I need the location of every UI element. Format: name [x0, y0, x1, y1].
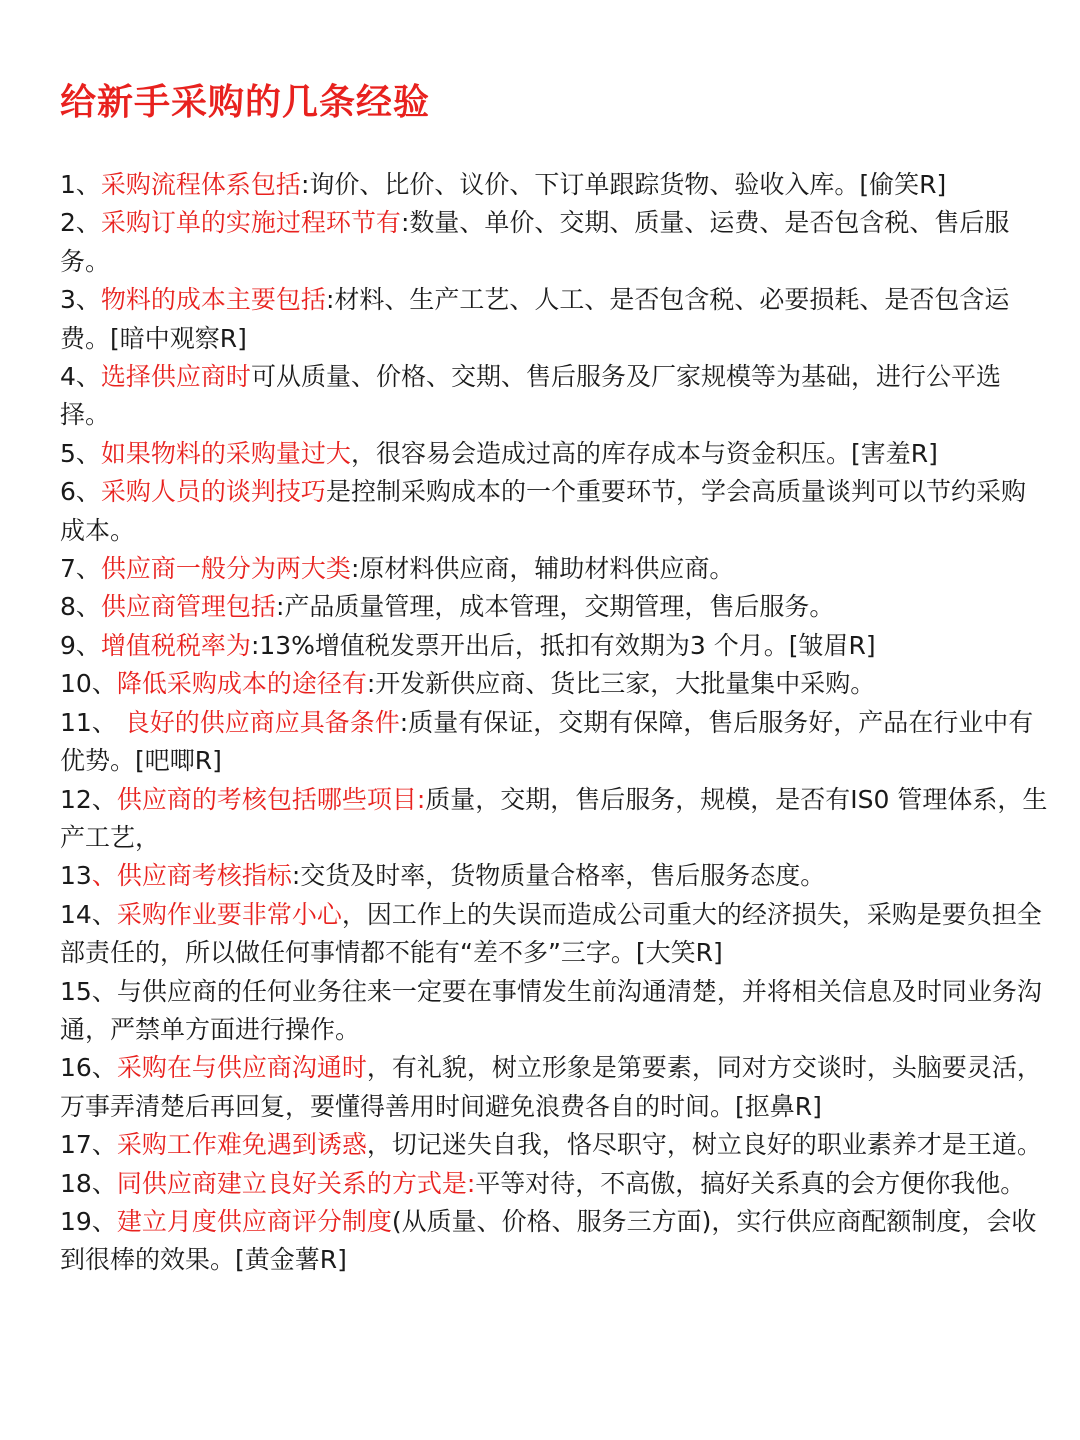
tip-item: [60, 358, 1050, 435]
tip-item: [60, 857, 1050, 895]
tip-item: [60, 166, 1050, 204]
tip-separator: 、: [91, 707, 125, 737]
emoji-tag: [皱眉R]: [788, 630, 876, 660]
tip-item: [60, 896, 1050, 973]
tip-number: 11: [60, 707, 92, 737]
tip-item: [60, 473, 1050, 550]
tip-item: [60, 665, 1050, 703]
tip-item: [60, 435, 1050, 473]
tip-highlight: 供应商的考核包括哪些项目:: [116, 784, 426, 814]
tip-highlight: 采购在与供应商沟通时: [116, 1053, 367, 1083]
tip-item: [60, 1203, 1050, 1280]
tip-number: 13: [60, 861, 92, 891]
tip-text: ，有礼貌，树立形象是第要素，同对方交谈时，头脑要灵活，万事弄清楚后再回复，要懂得善用时间避免浪费各自的时间。: [60, 1053, 1042, 1121]
tip-separator: 、: [75, 208, 101, 238]
tip-separator: 、: [91, 1168, 117, 1198]
tip-number: 3: [60, 285, 76, 315]
tip-separator: 、: [75, 362, 101, 392]
tip-text: :质量有保证，交期有保障，售后服务好，产品在行业中有优势。: [60, 707, 1034, 776]
tip-highlight: 降低采购成本的途径有: [116, 669, 367, 699]
tip-number: 15: [60, 976, 92, 1006]
tip-separator: 、: [91, 1206, 117, 1236]
tip-highlight: 良好的供应商应具备条件: [124, 707, 400, 737]
emoji-tag: [大笑R]: [635, 938, 723, 968]
emoji-tag: [偷笑R]: [859, 170, 947, 199]
tip-number: 16: [60, 1053, 92, 1083]
tip-item: [60, 1049, 1050, 1126]
tip-number: 5: [60, 438, 76, 468]
tip-number: 18: [60, 1168, 92, 1198]
tip-number: 14: [60, 899, 92, 929]
emoji-tag: [黄金薯R]: [235, 1245, 347, 1275]
tip-separator: 、: [75, 438, 101, 468]
tip-text: :数量、单价、交期、质量、运费、是否包含税、售后服务。: [60, 208, 1010, 276]
tip-text: :交货及时率，货物质量合格率，售后服务态度。: [291, 861, 826, 891]
tip-item: [60, 704, 1050, 781]
tip-highlight: 采购作业要非常小心: [116, 899, 342, 929]
tip-highlight: 采购工作难免遇到诱惑: [116, 1130, 367, 1160]
tip-item: [60, 781, 1050, 858]
emoji-tag: [抠鼻R]: [735, 1091, 822, 1121]
tip-highlight: 采购流程体系包括: [100, 170, 301, 199]
tip-text: :产品质量管理，成本管理，交期管理，售后服务。: [275, 592, 835, 622]
tip-highlight: 同供应商建立良好关系的方式是:: [116, 1168, 476, 1198]
tip-separator: 、: [75, 170, 101, 199]
tip-text: :材料、生产工艺、人工、是否包含税、必要损耗、是否包含运费。: [60, 285, 1010, 353]
tip-highlight: 供应商一般分为两大类: [100, 554, 351, 584]
tip-separator: 、: [91, 669, 117, 699]
tip-item: [60, 1165, 1050, 1203]
tip-number: 17: [60, 1130, 92, 1160]
tip-number: 9: [60, 630, 76, 660]
tip-text: ，很容易会造成过高的库存成本与资金积压。: [350, 438, 851, 468]
tip-item: [60, 1126, 1050, 1164]
tip-highlight: 物料的成本主要包括: [100, 285, 326, 315]
tip-text: ，因工作上的失误而造成公司重大的经济损失，采购是要负担全部责任的，所以做任何事情都不能有“差不多”三字。: [60, 899, 1042, 968]
tip-item: [60, 588, 1050, 626]
tip-separator: 、: [75, 630, 101, 660]
tip-text: 是控制采购成本的一个重要环节，学会高质量谈判可以节约采购成本。: [60, 477, 1026, 545]
tip-item: [60, 550, 1050, 588]
tip-text: 与供应商的任何业务往来一定要在事情发生前沟通清楚，并将相关信息及时同业务沟通，严禁单方面进行操作。: [60, 976, 1042, 1044]
tips-list: [60, 166, 1050, 1280]
tip-highlight: 选择供应商时: [100, 362, 251, 392]
tip-item: [60, 281, 1050, 358]
tip-separator: 、: [91, 861, 117, 891]
tip-number: 1: [60, 170, 76, 199]
tip-text: :原材料供应商，辅助材料供应商。: [350, 554, 735, 584]
tip-highlight: 建立月度供应商评分制度: [116, 1206, 392, 1236]
emoji-tag: [害羞R]: [850, 438, 938, 468]
tip-text: 可从质量、价格、交期、售后服务及厂家规模等为基础，进行公平选择。: [60, 362, 1001, 430]
tip-highlight: 采购人员的谈判技巧: [100, 477, 326, 507]
tip-number: 19: [60, 1206, 92, 1236]
tip-text: 平等对待，不高傲，搞好关系真的会方便你我他。: [475, 1168, 1026, 1198]
tip-separator: 、: [75, 285, 101, 315]
tip-separator: 、: [91, 1130, 117, 1160]
tip-text: (从质量、价格、服务三方面)，实行供应商配额制度，会收到很棒的效果。: [60, 1206, 1037, 1275]
tip-text: :询价、比价、议价、下订单跟踪货物、验收入库。: [300, 170, 860, 199]
tip-number: 8: [60, 592, 76, 622]
tip-item: [60, 204, 1050, 281]
emoji-tag: [暗中观察R]: [110, 323, 247, 353]
tip-highlight: 供应商管理包括: [100, 592, 276, 622]
tip-number: 6: [60, 477, 76, 507]
tip-highlight: 采购订单的实施过程环节有: [100, 208, 401, 238]
tip-number: 12: [60, 784, 92, 814]
tip-separator: 、: [75, 477, 101, 507]
tip-separator: 、: [75, 554, 101, 584]
tip-separator: 、: [75, 592, 101, 622]
tip-separator: 、: [91, 976, 117, 1006]
tip-separator: 、: [91, 899, 117, 929]
tip-text: 质量，交期，售后服务，规模，是否有IS0 管理体系，生产工艺，: [60, 784, 1048, 852]
tip-separator: 、: [91, 1053, 117, 1083]
emoji-tag: [吧唧R]: [135, 746, 222, 776]
tip-item: [60, 973, 1050, 1050]
tip-number: 7: [60, 554, 76, 584]
tip-item: [60, 627, 1050, 665]
tip-number: 10: [60, 669, 92, 699]
page-title: 给新手采购的几条经验: [60, 82, 431, 123]
tip-number: 2: [60, 208, 76, 238]
tip-highlight: 如果物料的采购量过大: [100, 438, 351, 468]
tip-text: ，切记迷失自我，恪尽职守，树立良好的职业素养才是王道。: [366, 1130, 1042, 1160]
tip-highlight: 增值税税率为: [100, 630, 251, 660]
tip-separator: 、: [91, 784, 117, 814]
tip-text: :开发新供应商、货比三家，大批量集中采购。: [366, 669, 876, 699]
tip-number: 4: [60, 362, 76, 392]
tip-highlight: 供应商考核指标: [116, 861, 292, 891]
tip-text: :13%增值税发票开出后，抵扣有效期为3 个月。: [250, 630, 789, 660]
